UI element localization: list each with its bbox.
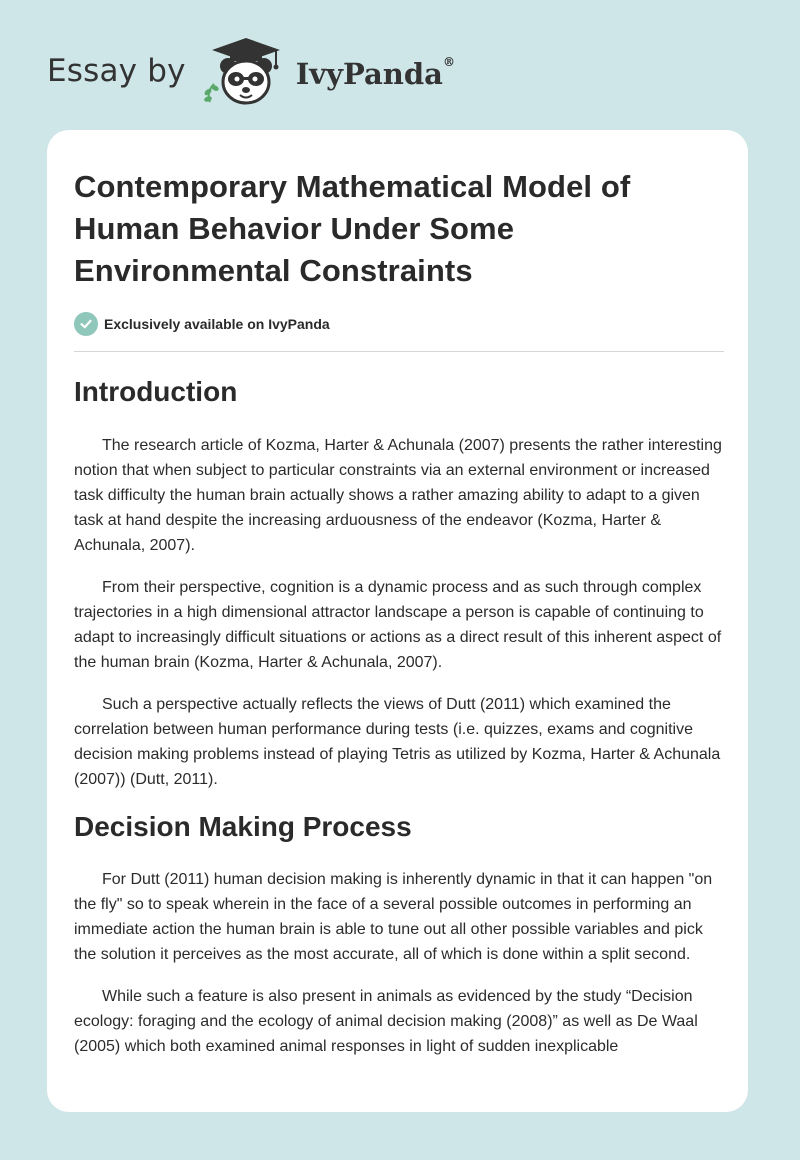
paragraph: The research article of Kozma, Harter & Achunala (2007) presents the rather interesting notion that when subject to particular constraints via an external environment or increased task difficulty the human brain actually shows a rather amazing ability to adapt to a given task at hand despite the increasing arduousness of the endeavor (Kozma, Harter & Achunala, 2007). bbox=[74, 437, 722, 554]
paragraph: While such a feature is also present in animals as evidenced by the study “Decision ecology: foraging and the ecology of animal decision making (2008)” as well as De Waal (2005) which both examined animal responses in light of sudden inexplicable bbox=[74, 988, 698, 1055]
exclusive-badge bbox=[74, 312, 724, 336]
section-heading: Decision Making Process bbox=[74, 811, 412, 842]
brand-prefix: Essay by bbox=[47, 53, 186, 89]
badge-label: Exclusively available on IvyPanda bbox=[104, 316, 330, 332]
check-icon bbox=[74, 312, 98, 336]
registered-mark: ® bbox=[442, 55, 455, 69]
section-decision-making bbox=[74, 809, 724, 1059]
brand-name: IvyPanda® bbox=[295, 55, 455, 91]
section-introduction bbox=[74, 374, 724, 792]
paragraph: For Dutt (2011) human decision making is inherently dynamic in that it can happen "on the fly" so to speak wherein in the face of a several possible outcomes in performing an immediate action the human brain is able to tune out all other possible variables and pick the solution it perceives as the most accurate, all of which is done within a split second. bbox=[74, 871, 713, 963]
panda-mascot-icon bbox=[200, 36, 292, 108]
paragraph: Such a perspective actually reflects the views of Dutt (2011) which examined the correlation between human performance during tests (i.e. quizzes, exams and cognitive decision making problems instead of playing Tetris as utilized by Kozma, Harter & Achunala (2007)) (Dutt, 2011). bbox=[74, 696, 721, 788]
page-title: Contemporary Mathematical Model of Human Behavior Under Some Environmental Constraints bbox=[74, 169, 631, 288]
essay-content bbox=[74, 166, 724, 1059]
brand-logo[interactable] bbox=[47, 36, 455, 108]
title-divider bbox=[74, 351, 724, 352]
paragraph: From their perspective, cognition is a dynamic process and as such through complex trajectories in a high dimensional attractor landscape a person is capable of continuing to adapt to increasingly difficult situations or actions as a direct result of this inherent aspect of the human brain (Kozma, Harter & Achunala, 2007). bbox=[74, 579, 722, 671]
essay-card bbox=[47, 130, 748, 1112]
section-heading: Introduction bbox=[74, 376, 238, 407]
